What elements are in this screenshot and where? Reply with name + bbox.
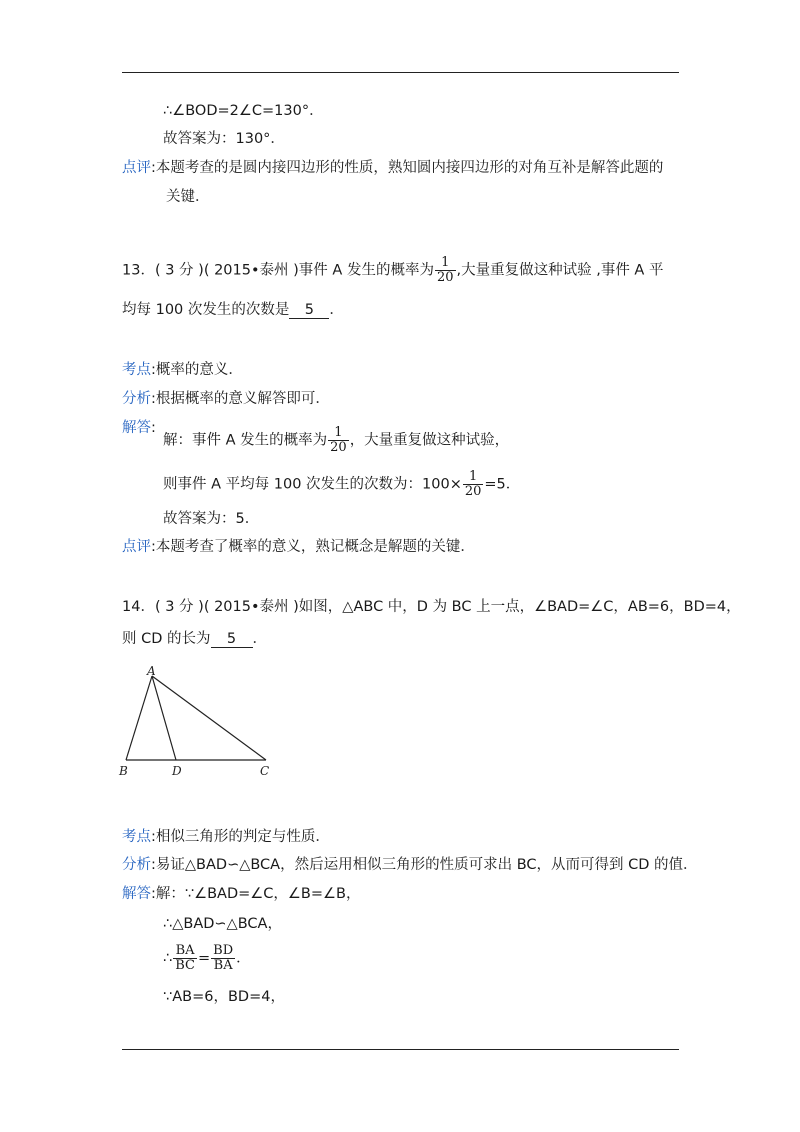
side-ac <box>152 676 266 760</box>
vertex-d-label: D <box>172 764 182 778</box>
kaodian-tag: 考点 <box>122 829 151 845</box>
q13-sol1-a: 解：事件 A 发生的概率为 <box>163 432 328 449</box>
q13-sol2-b: =5． <box>484 476 521 493</box>
q14-fenxi <box>122 855 698 875</box>
q13-stem-a: 13．( 3 分 )( 2015•泰州 )事件 A 发生的概率为 <box>122 262 434 279</box>
q13-stem <box>122 256 663 285</box>
q13-sol-fraction-2 <box>463 470 484 499</box>
kaodian-tag: 考点 <box>122 362 151 378</box>
q13-sol2-a: 则事件 A 平均每 100 次发生的次数为：100× <box>163 476 462 493</box>
footer-rule <box>122 1049 679 1050</box>
triangle-figure <box>112 662 282 786</box>
q14-frac2-num: BD <box>213 943 234 958</box>
q14-stem-line2-a: 则 CD 的长为 <box>122 631 211 647</box>
fenxi-tag: 分析 <box>122 391 151 407</box>
prev-comment <box>122 158 663 178</box>
q13-fenxi <box>122 389 330 409</box>
q13-fraction <box>435 256 456 285</box>
dianping-tag: 点评 <box>122 539 151 555</box>
q14-solution-2: ∴△BAD∽△BCA， <box>163 916 282 932</box>
q14-sol3-suffix: ． <box>236 950 251 967</box>
vertex-a-label: A <box>147 664 156 678</box>
q14-frac2-den: BA <box>211 958 235 973</box>
q13-solution-1 <box>163 426 509 455</box>
kaodian-text: :相似三角形的判定与性质． <box>151 829 330 845</box>
q13-sol-frac1-num: 1 <box>334 425 343 440</box>
q14-solution-4: ∵AB=6，BD=4， <box>163 989 285 1005</box>
q13-sol-fraction-1 <box>328 426 349 455</box>
q14-sol1: :解：∵∠BAD=∠C，∠B=∠B， <box>151 886 361 902</box>
q14-frac1-den: BC <box>175 958 195 973</box>
q14-frac1-num: BA <box>175 943 195 958</box>
segment-ad <box>152 676 176 760</box>
q13-solution-3: 故答案为：5． <box>163 511 260 527</box>
q13-sol-frac1-den: 20 <box>330 440 347 455</box>
q13-answer-blank: 5 <box>289 302 329 319</box>
kaodian-text: :概率的意义． <box>151 362 243 378</box>
fenxi-text: :根据概率的意义解答即可． <box>151 391 330 407</box>
q14-sol3-eq: = <box>197 950 211 967</box>
jieda-colon: : <box>151 420 156 436</box>
q14-answer-blank: 5 <box>211 631 253 648</box>
q13-frac-den: 20 <box>436 270 454 285</box>
q14-sol3-prefix: ∴ <box>163 950 173 967</box>
q14-fraction-1 <box>173 944 197 973</box>
q13-stem-line2 <box>122 300 344 320</box>
header-rule <box>122 72 679 73</box>
q14-stem: 14．( 3 分 )( 2015•泰州 )如图，△ABC 中，D 为 BC 上一点，∠BAD=∠C，AB=6，BD=4， <box>122 599 741 615</box>
q14-stem-line2 <box>122 629 267 649</box>
q13-stem-b: ,大量重复做这种试验 ,事件 A 平 <box>456 262 664 279</box>
q14-jieda <box>122 884 360 904</box>
prev-step: ∴∠BOD=2∠C=130°． <box>163 103 324 119</box>
jieda-tag: 解答 <box>122 886 151 902</box>
comment-tag: 点评 <box>122 160 151 176</box>
q13-jieda-tag <box>122 418 156 438</box>
fenxi-tag: 分析 <box>122 857 151 873</box>
vertex-c-label: C <box>260 764 270 778</box>
comment-text: :本题考查的是圆内接四边形的性质，熟知圆内接四边形的对角互补是解答此题的 <box>151 160 664 176</box>
q14-solution-3 <box>163 944 251 973</box>
q14-stem-line2-b: ． <box>252 631 268 647</box>
q13-sol1-b: ，大量重复做这种试验， <box>349 432 510 449</box>
vertex-b-label: B <box>119 764 128 778</box>
q13-dianping <box>122 537 475 557</box>
dianping-text: :本题考查了概率的意义，熟记概念是解题的关键． <box>151 539 475 555</box>
jieda-tag: 解答 <box>122 420 151 436</box>
q14-fraction-2 <box>211 944 235 973</box>
q13-sol-frac2-den: 20 <box>464 484 482 499</box>
side-ab <box>126 676 152 760</box>
fenxi-text: :易证△BAD∽△BCA，然后运用相似三角形的性质可求出 BC，从而可得到 CD 的值． <box>151 857 698 873</box>
q13-solution-2 <box>163 470 520 499</box>
q13-kaodian <box>122 360 243 380</box>
prev-answer: 故答案为：130°． <box>163 131 285 147</box>
q13-sol-frac2-num: 1 <box>468 469 478 484</box>
q13-stem-line2-a: 均每 100 次发生的次数是 <box>122 302 290 318</box>
prev-comment-cont: 关键． <box>166 189 210 205</box>
q14-kaodian <box>122 827 330 847</box>
q13-stem-line2-b: ． <box>329 302 344 318</box>
q13-frac-num: 1 <box>441 255 450 270</box>
